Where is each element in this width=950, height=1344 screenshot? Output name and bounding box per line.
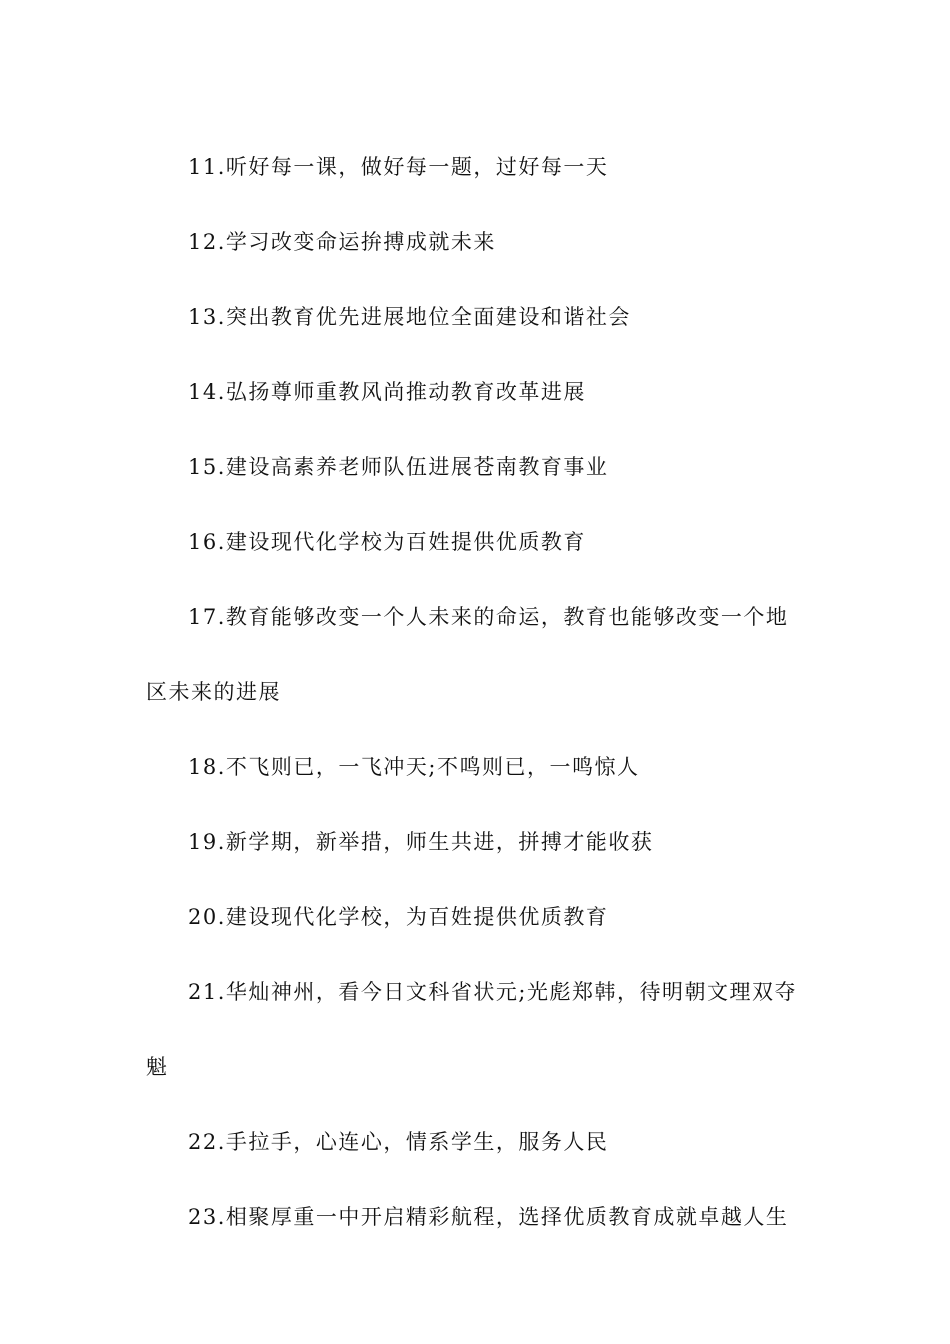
- document-body: [146, 130, 808, 1255]
- paragraph-12: 12.学习改变命运拚搏成就未来: [188, 230, 496, 254]
- paragraph-21: 21.华灿神州，看今日文科省状元;光彪郑韩，待明朝文理双夺魁: [146, 980, 797, 1079]
- paragraph-11: 11.听好每一课，做好每一题，过好每一天: [188, 155, 609, 179]
- paragraph-22: 22.手拉手，心连心，情系学生，服务人民: [188, 1130, 609, 1154]
- paragraph-15: 15.建设高素养老师队伍进展苍南教育事业: [188, 455, 609, 479]
- paragraph-16: 16.建设现代化学校为百姓提供优质教育: [188, 530, 586, 554]
- paragraph-19: 19.新学期，新举措，师生共进，拼搏才能收获: [188, 830, 654, 854]
- paragraph-13: 13.突出教育优先进展地位全面建设和谐社会: [188, 305, 631, 329]
- paragraph-20: 20.建设现代化学校，为百姓提供优质教育: [188, 905, 609, 929]
- paragraph-17: 17.教育能够改变一个人未来的命运，教育也能够改变一个地区未来的进展: [146, 605, 789, 704]
- paragraph-14: 14.弘扬尊师重教风尚推动教育改革进展: [188, 380, 586, 404]
- paragraph-23: 23.相聚厚重一中开启精彩航程，选择优质教育成就卓越人生: [188, 1205, 789, 1229]
- paragraph-18: 18.不飞则已，一飞冲天;不鸣则已，一鸣惊人: [188, 755, 640, 779]
